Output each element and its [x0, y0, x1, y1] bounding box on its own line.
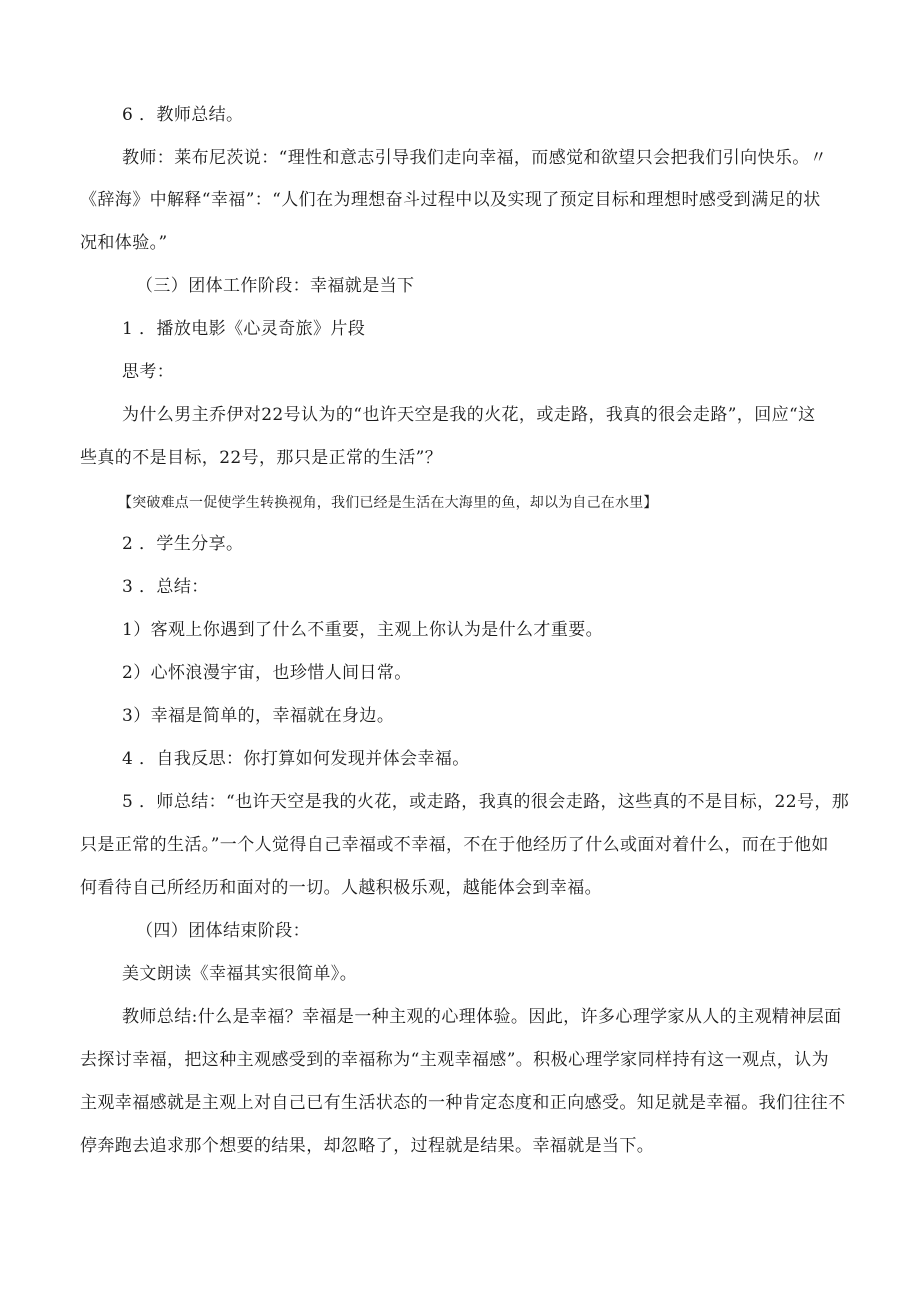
- step-5-line-2: 只是正常的生活。”一个人觉得自己幸福或不幸福，不在于他经历了什么或面对着什么，而在于他如: [80, 835, 829, 855]
- step-4-self-reflection: 4 ．自我反思：你打算如何发现并体会幸福。: [122, 749, 470, 769]
- section-3-heading: （三）团体工作阶段：幸福就是当下: [136, 276, 415, 296]
- step-6-teacher-summary: 6 ．教师总结。: [122, 105, 244, 125]
- teacher-quote-leibniz: 教师：莱布尼茨说：“理性和意志引导我们走向幸福，而感觉和欲望只会把我们引向快乐。〃: [122, 148, 828, 168]
- final-summary-line-4: 停奔跑去追求那个想要的结果，却忽略了，过程就是结果。幸福就是当下。: [80, 1136, 655, 1156]
- step-5-line-1: 5 ．师总结：“也许天空是我的火花，或走路，我真的很会走路，这些真的不是目标，22号，那: [122, 792, 850, 812]
- final-summary-line-2: 去探讨幸福，把这种主观感受到的幸福称为“主观幸福感”。积极心理学家同样持有这一观点，认为: [80, 1050, 829, 1070]
- summary-point-1: 1）客观上你遇到了什么不重要，主观上你认为是什么才重要。: [122, 620, 604, 640]
- summary-point-2: 2）心怀浪漫宇宙，也珍惜人间日常。: [122, 663, 412, 683]
- step-1-movie-clip: 1 ．播放电影《心灵奇旅》片段: [122, 319, 366, 339]
- step-3-summary: 3 ．总结：: [122, 577, 209, 597]
- final-summary-line-1: 教师总结:什么是幸福？幸福是一种主观的心理体验。因此，许多心理学家从人的主观精神层面: [122, 1007, 842, 1027]
- section-4-heading: （四）团体结束阶段：: [136, 921, 310, 941]
- final-summary-line-3: 主观幸福感就是主观上对自己已有生活状态的一种肯定态度和正向感受。知足就是幸福。我们往往不: [80, 1093, 846, 1113]
- summary-point-3: 3）幸福是简单的，幸福就在身边。: [122, 706, 395, 726]
- reading-activity: 美文朗读《幸福其实很简单》。: [122, 964, 358, 984]
- cihai-definition-line-1: 《辞海》中解释“幸福”：“人们在为理想奋斗过程中以及实现了预定目标和理想时感受到满足的状: [80, 190, 821, 210]
- step-2-student-share: 2 ．学生分享。: [122, 534, 244, 554]
- question-line-2: 些真的不是目标，22号，那只是正常的生活”？: [80, 448, 443, 468]
- step-5-line-3: 何看待自己所经历和面对的一切。人越积极乐观，越能体会到幸福。: [80, 878, 602, 898]
- difficulty-note: 【突破难点一促使学生转换视角，我们已经是生活在大海里的鱼，却以为自己在水里】: [118, 495, 658, 511]
- question-line-1: 为什么男主乔伊对22号认为的“也许天空是我的火花，或走路，我真的很会走路”，回应“这: [122, 405, 816, 425]
- think-label: 思考：: [122, 362, 175, 382]
- cihai-definition-line-2: 况和体验。”: [80, 233, 168, 253]
